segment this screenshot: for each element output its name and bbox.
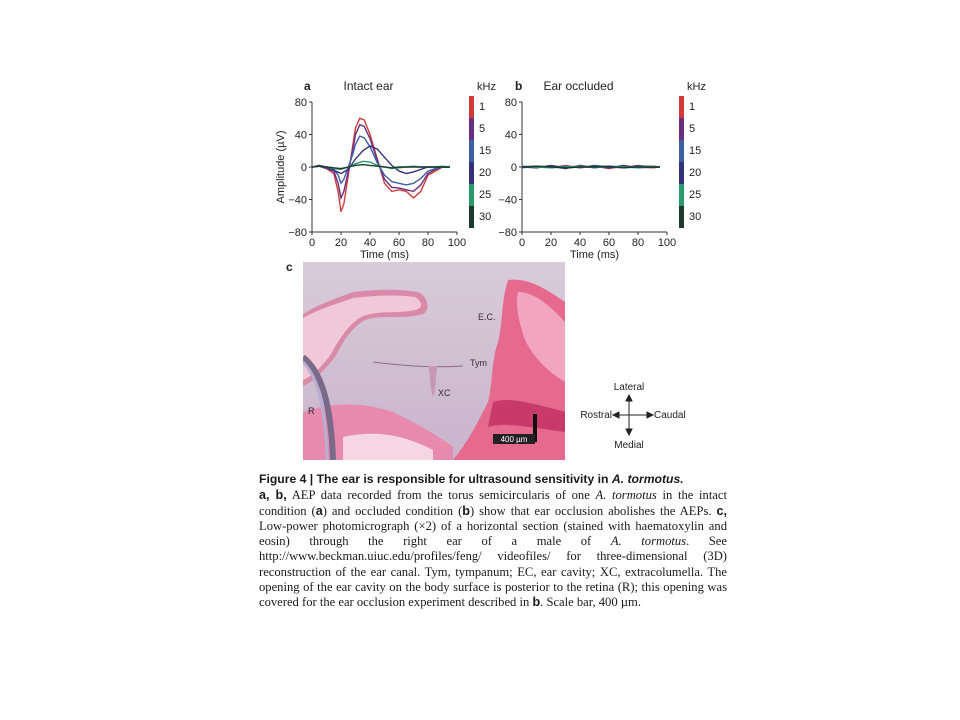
y-tick-label: 80 [294,97,307,109]
scale-bar-label: 400 µm [500,435,528,444]
panel-label-c: c [286,260,293,274]
chart-ear-occluded [497,74,717,261]
y-tick-label: 40 [294,129,307,142]
y-tick-label: −40 [498,194,517,207]
chart-title: Ear occluded [543,79,614,93]
caption-segment: in the intact condition ( [259,488,727,518]
x-tick-label: 40 [363,237,377,249]
series-line-1khz [312,118,450,211]
x-tick-label: 0 [518,237,526,249]
x-tick-label: 100 [657,237,677,249]
y-tick-label: −80 [498,227,517,239]
caption-segment: ) show that ear occlusion abolishes the AEPs. [469,503,717,518]
caption-segment: c, [716,503,727,518]
legend-label: 25 [479,189,492,201]
caption-body [259,488,727,609]
legend-label: 20 [689,167,702,179]
x-tick-label: 100 [447,237,467,249]
legend-label: 5 [479,123,486,135]
legend-swatch-25khz [679,184,684,206]
x-tick-label: 60 [602,237,616,249]
x-tick-label: 20 [544,237,558,249]
legend-label: 15 [479,145,492,157]
legend-label: 30 [479,211,492,223]
legend-swatch-25khz [469,184,474,206]
legend-swatch-15khz [469,140,474,162]
legend-label: 1 [479,101,486,113]
compass-caudal: Caudal [654,410,686,421]
panel-c-label-wrap [286,258,302,276]
caption-segment: . Scale bar, 400 µm. [540,595,641,610]
x-tick-label: 60 [392,237,406,249]
label-retina: R [308,406,315,416]
caption-title [259,472,727,487]
legend-swatch-1khz [469,96,474,118]
legend-swatch-20khz [469,162,474,184]
histology-section-image [303,262,565,460]
legend-swatch-5khz [679,118,684,140]
compass-rostral: Rostral [580,410,612,421]
legend-label: 5 [689,123,696,135]
legend-swatch-30khz [469,206,474,228]
panel-label-b: b [515,79,523,93]
series-line-5khz [312,125,450,198]
y-tick-label: 0 [510,162,517,174]
caption-segment: b [462,503,470,518]
y-tick-label: −40 [288,194,307,207]
panel-label-a: a [304,79,311,93]
legend-label: 1 [689,101,696,113]
caption-segment: . See http://www.beckman.uiuc.edu/profiles/feng/ videofiles/ for three-dimensional (3D) reconstruction of the ear canal. Tym, tympanum; EC, ear cavity; XC, extracolumella. The opening of the ear cavity on the body surface is posterior to the retina (R); this opening was covered for the ear occlusion experiment described in [259,534,727,610]
caption-segment: a, b, [259,488,287,503]
compass-lateral: Lateral [613,382,645,393]
y-tick-label: 40 [504,129,517,142]
x-axis-label: Time (ms) [359,249,410,261]
photomicrograph [303,262,565,460]
chart-intact-ear [262,74,502,261]
y-tick-label: −80 [288,227,307,239]
legend-swatch-20khz [679,162,684,184]
label-extracolumella: XC [438,388,451,398]
x-axis-label: Time (ms) [569,249,620,261]
y-tick-label: 0 [300,162,307,174]
legend-label: 20 [479,167,492,179]
orientation-compass [568,378,698,458]
x-tick-label: 0 [308,237,316,249]
y-tick-label: 80 [504,97,517,109]
legend-label: 25 [689,189,702,201]
chart-title: Intact ear [343,79,394,93]
legend-swatch-1khz [679,96,684,118]
label-tympanum: Tym [470,358,487,368]
legend-label: 15 [689,145,702,157]
legend-title: kHz [477,81,496,93]
legend-swatch-15khz [679,140,684,162]
compass-arrows-icon [613,395,653,435]
legend-title: kHz [687,81,706,93]
legend-label: 30 [689,211,702,223]
caption-segment: A. tormotus [595,488,657,503]
caption-segment: A. tormotus [610,534,687,549]
label-ear-cavity: E.C. [478,312,496,322]
y-axis-label: Amplitude (µV) [275,130,287,204]
caption-segment: Low-power photomicrograph (×2) of a horizontal section (stained with haematoxylin and eosin) through the right ear of a male of [259,518,727,549]
caption-title-species: A. tormotus. [611,472,684,486]
caption-title-text: The ear is responsible for ultrasound sensitivity in [316,472,612,486]
series-line-15khz [312,136,450,185]
caption-segment: AEP data recorded from the torus semicircularis of one [286,488,596,503]
legend-swatch-5khz [469,118,474,140]
x-tick-label: 40 [573,237,587,249]
compass-medial: Medial [614,440,644,451]
caption-segment: ) and occluded condition ( [322,503,463,518]
caption-segment: a [315,503,323,518]
caption-segment: b [532,595,541,610]
caption-figure-label: Figure 4 | [259,472,317,486]
x-tick-label: 80 [631,237,645,249]
x-tick-label: 20 [334,237,348,249]
figure-caption [259,472,727,611]
x-tick-label: 80 [421,237,435,249]
legend-swatch-30khz [679,206,684,228]
